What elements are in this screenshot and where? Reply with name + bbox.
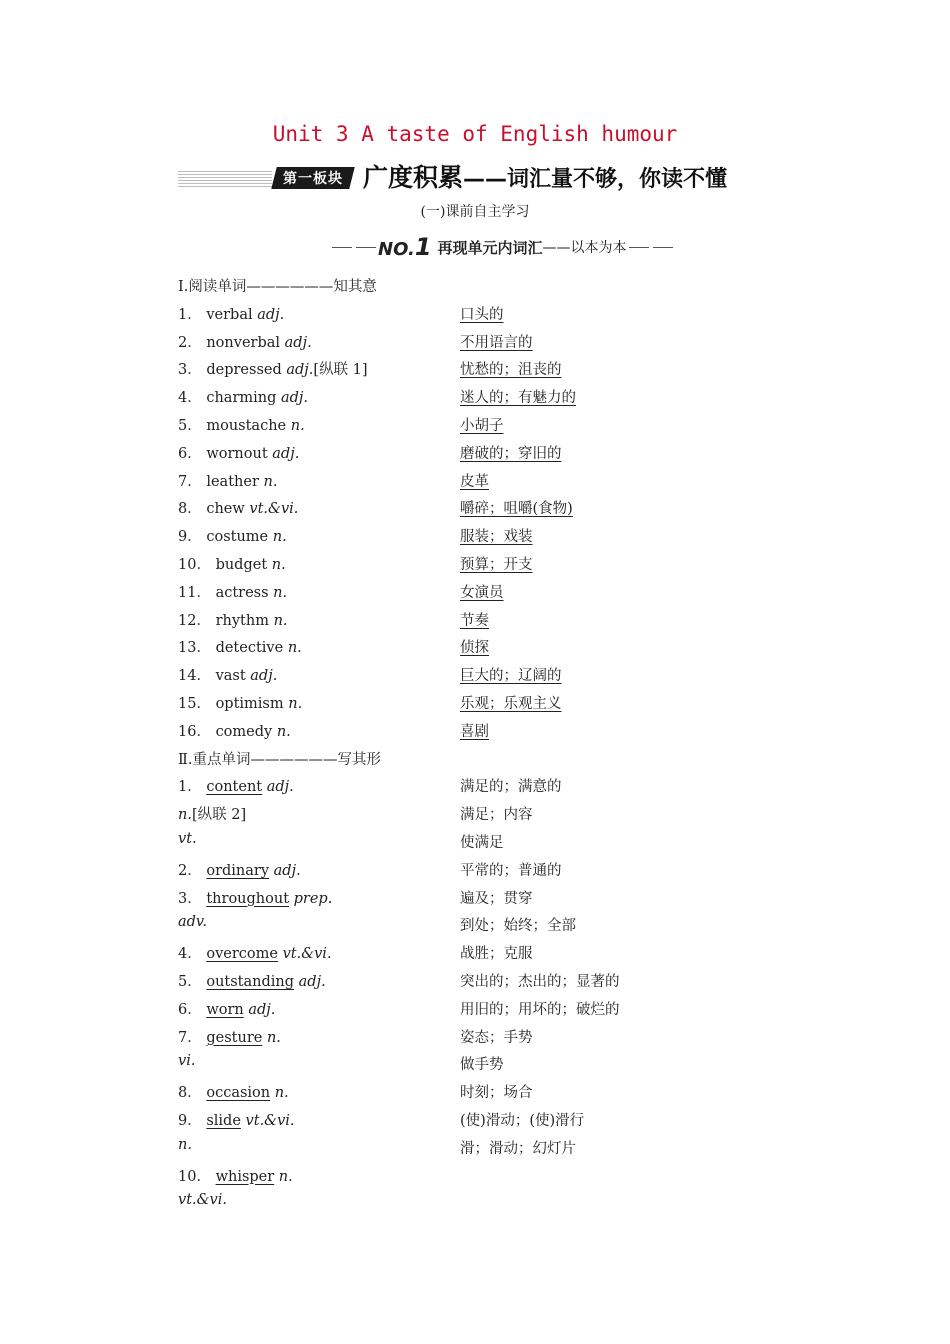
vocab-section-header [330,232,680,262]
part-of-speech: n. [278,1168,293,1185]
vocab-term [178,1109,295,1130]
vocab-term [178,887,332,908]
part-of-speech: n. [273,612,288,629]
vocab-meaning: 忧愁的；沮丧的 [460,362,562,379]
banner-sub: ——词汇量不够，你读不懂 [463,167,728,192]
vocab-row [178,1188,778,1216]
vocab-term [178,386,308,407]
item-number: 16． [178,723,216,740]
vocab-term [178,636,302,657]
part-of-speech: adj. [272,445,300,462]
vocab-term [178,1026,281,1047]
vocab-term [178,497,298,518]
vocab-term [178,609,288,630]
item-number: 12． [178,612,216,629]
vocab-row [178,910,778,938]
vocab-row [178,1161,778,1189]
part-of-speech: n. [290,417,305,434]
part-of-speech: prep. [293,890,333,907]
vocab-meaning: 嚼碎；咀嚼(食物) [460,501,573,518]
vocab-meaning: 姿态；手势 [460,1029,533,1046]
vocab-list [178,271,778,1216]
vocab-meaning: 节奏 [460,612,489,629]
vocab-row [178,354,778,382]
part-of-speech: adj. [266,779,294,796]
vocab-row [178,1105,778,1133]
vocab-word: detective [215,640,284,657]
vocab-meaning: 小胡子 [460,417,504,434]
vocab-row [178,605,778,633]
reading-section-title-text: Ⅰ.阅读单词——————知其意 [178,279,377,295]
vocab-word: occasion [206,1085,271,1102]
divider-right [629,247,649,248]
item-number: 3． [178,890,207,907]
vocab-term [178,942,332,963]
item-number: 9． [178,1112,207,1129]
vocab-row [178,577,778,605]
section-no-prefix: NO. [378,239,415,260]
vocab-word: budget [215,556,268,573]
vocab-row [178,688,778,716]
item-number: 1． [178,306,207,323]
vocab-term [178,1137,192,1153]
vocab-word: wornout [206,445,268,462]
banner-heading [363,160,727,196]
vocab-word: overcome [206,946,278,963]
vocab-word: worn [206,1001,244,1018]
vocab-meaning: 口头的 [460,306,504,323]
vocab-row [178,966,778,994]
item-number: 4． [178,390,207,407]
part-of-speech: n. [266,1029,281,1046]
item-number: 5． [178,973,207,990]
item-number: 5． [178,417,207,434]
vocab-word: throughout [206,890,290,907]
banner-main: 广度积累 [363,163,464,192]
vocab-meaning: 到处；始终；全部 [460,918,576,935]
item-number: 9． [178,529,207,546]
cross-ref-note: [纵联 2] [191,807,247,824]
vocab-meaning: 磨破的；穿旧的 [460,445,562,462]
vocab-word: costume [206,529,269,546]
vocab-meaning: 做手势 [460,1057,504,1074]
item-number: 7． [178,473,207,490]
vocab-word: comedy [215,723,273,740]
item-number: 6． [178,445,207,462]
part-of-speech: n. [178,1136,192,1153]
section-no-value: 1 [414,233,432,261]
vocab-meaning: 服装；戏装 [460,529,533,546]
vocab-meaning: 遍及；贯穿 [460,890,533,907]
vocab-term [178,1053,195,1069]
vocab-row [178,883,778,911]
reading-section-title [178,271,778,299]
vocab-meaning: 时刻；场合 [460,1085,533,1102]
vocab-word: charming [206,390,277,407]
vocab-meaning: 满足的；满意的 [460,779,562,796]
part-of-speech: n. [271,556,286,573]
vocab-term [178,692,302,713]
vocab-term [178,1192,227,1208]
unit-title: Unit 3 A taste of English humour [272,122,678,146]
item-number: 10． [178,556,216,573]
item-number: 13． [178,640,216,657]
item-number: 8． [178,501,207,518]
divider-right-2 [653,247,673,248]
part-of-speech: n. [287,640,302,657]
vocab-term [178,720,291,741]
item-number: 7． [178,1029,207,1046]
vocab-row [178,438,778,466]
vocab-word: moustache [206,417,287,434]
vocab-meaning: 巨大的；辽阔的 [460,668,562,685]
part-of-speech: n. [273,584,288,601]
vocab-row [178,493,778,521]
vocab-term [178,331,312,352]
vocab-meaning: (使)滑动；(使)滑行 [460,1112,585,1129]
vocab-meaning: 平常的；普通的 [460,862,562,879]
vocab-row [178,632,778,660]
vocab-word: rhythm [215,612,269,629]
vocab-term [178,525,287,546]
part-of-speech: adj. [284,334,312,351]
vocab-term [178,914,207,930]
item-number: 15． [178,695,216,712]
vocab-word: gesture [206,1029,263,1046]
vocab-word: content [206,779,263,796]
banner-tag-text: 第一板块 [283,171,343,187]
part-of-speech: adj. [250,668,278,685]
item-number: 14． [178,668,216,685]
part-of-speech: n. [276,723,291,740]
item-number: 8． [178,1085,207,1102]
vocab-row [178,327,778,355]
part-of-speech: n. [263,473,278,490]
vocab-term [178,358,368,379]
vocab-term [178,1081,289,1102]
vocab-term [178,303,284,324]
key-words-section-title [178,744,778,772]
vocab-meaning: 突出的；杰出的；显著的 [460,973,620,990]
vocab-row [178,855,778,883]
vocab-row [178,549,778,577]
vocab-word: outstanding [206,973,295,990]
vocab-word: leather [206,473,259,490]
vocab-word: vast [215,668,246,685]
vocab-term [178,553,286,574]
part-of-speech: adj. [248,1001,276,1018]
vocab-meaning: 女演员 [460,584,504,601]
part-of-speech: adj. [286,362,314,379]
item-number: 4． [178,946,207,963]
vocab-row [178,521,778,549]
vocab-meaning: 侦探 [460,640,489,657]
section-number [378,233,432,261]
vocab-word: slide [206,1112,241,1129]
vocab-term [178,664,277,685]
vocab-row [178,1077,778,1105]
vocab-term [178,1165,293,1186]
vocab-meaning: 满足；内容 [460,807,533,824]
vocab-meaning: 用旧的；用坏的；破烂的 [460,1001,620,1018]
part-of-speech: vt.&vi. [249,501,299,518]
item-number: 1． [178,779,207,796]
part-of-speech: n. [288,695,303,712]
vocab-row [178,660,778,688]
section-name: 再现单元内词汇 [437,238,543,257]
vocab-term [178,775,294,796]
vocab-row [178,994,778,1022]
part-of-speech: adj. [298,973,326,990]
part-of-speech: vt.&vi. [245,1112,295,1129]
key-words-section-title-text: Ⅱ.重点单词——————写其形 [178,751,381,768]
vocab-row [178,1133,778,1161]
vocab-meaning: 预算；开支 [460,556,533,573]
banner-tag [271,167,354,189]
vocab-word: whisper [215,1168,275,1185]
vocab-word: depressed [206,362,282,379]
item-number: 6． [178,1001,207,1018]
item-number: 3． [178,362,207,379]
vocab-meaning: 乐观；乐观主义 [460,695,562,712]
part-of-speech: adj. [257,306,285,323]
vocab-row [178,382,778,410]
vocab-term [178,998,275,1019]
vocab-row [178,938,778,966]
part-of-speech: vt. [178,830,197,847]
part-of-speech: vt.&vi. [178,1192,227,1209]
part-of-speech: adv. [178,914,208,931]
part-of-speech: adj. [273,862,301,879]
vocab-term [178,970,326,991]
item-number: 10． [178,1168,216,1185]
vocab-row [178,799,778,827]
vocab-term [178,470,277,491]
vocab-meaning: 滑；滑动；幻灯片 [460,1140,576,1157]
cross-ref-note: [纵联 1] [313,362,368,379]
vocab-term [178,803,246,824]
vocab-row [178,771,778,799]
vocab-term [178,831,197,847]
vocab-term [178,442,299,463]
vocab-row [178,1049,778,1077]
vocab-meaning: 迷人的；有魅力的 [460,390,576,407]
vocab-word: ordinary [206,862,270,879]
part-of-speech: n. [178,807,192,824]
vocab-row [178,410,778,438]
vocab-meaning: 皮革 [460,473,489,490]
vocab-row [178,827,778,855]
part-of-speech: n. [274,1085,289,1102]
vocab-word: actress [215,584,269,601]
vocab-meaning: 喜剧 [460,723,489,740]
vocab-meaning: 不用语言的 [460,334,533,351]
item-number: 11． [178,584,216,601]
part-of-speech: vt.&vi. [282,946,332,963]
vocab-meaning: 战胜；克服 [460,946,533,963]
divider-left [332,247,352,248]
banner-stripes [178,169,272,187]
vocab-meaning: 使满足 [460,834,504,851]
vocab-row [178,299,778,327]
vocab-term [178,581,287,602]
vocab-row [178,1022,778,1050]
item-number: 2． [178,334,207,351]
vocab-word: optimism [215,695,284,712]
vocab-term [178,859,301,880]
part-of-speech: vi. [178,1053,196,1070]
lesson-subtitle: (一)课前自主学习 [420,204,530,220]
section-banner [178,160,738,196]
divider-left-2 [356,247,376,248]
vocab-word: nonverbal [206,334,281,351]
section-tail: ——以本为本 [542,240,627,256]
vocab-row [178,466,778,494]
item-number: 2． [178,862,207,879]
vocab-word: chew [206,501,245,518]
part-of-speech: n. [272,529,287,546]
part-of-speech: adj. [281,390,309,407]
vocab-word: verbal [206,306,253,323]
vocab-row [178,716,778,744]
vocab-term [178,414,305,435]
